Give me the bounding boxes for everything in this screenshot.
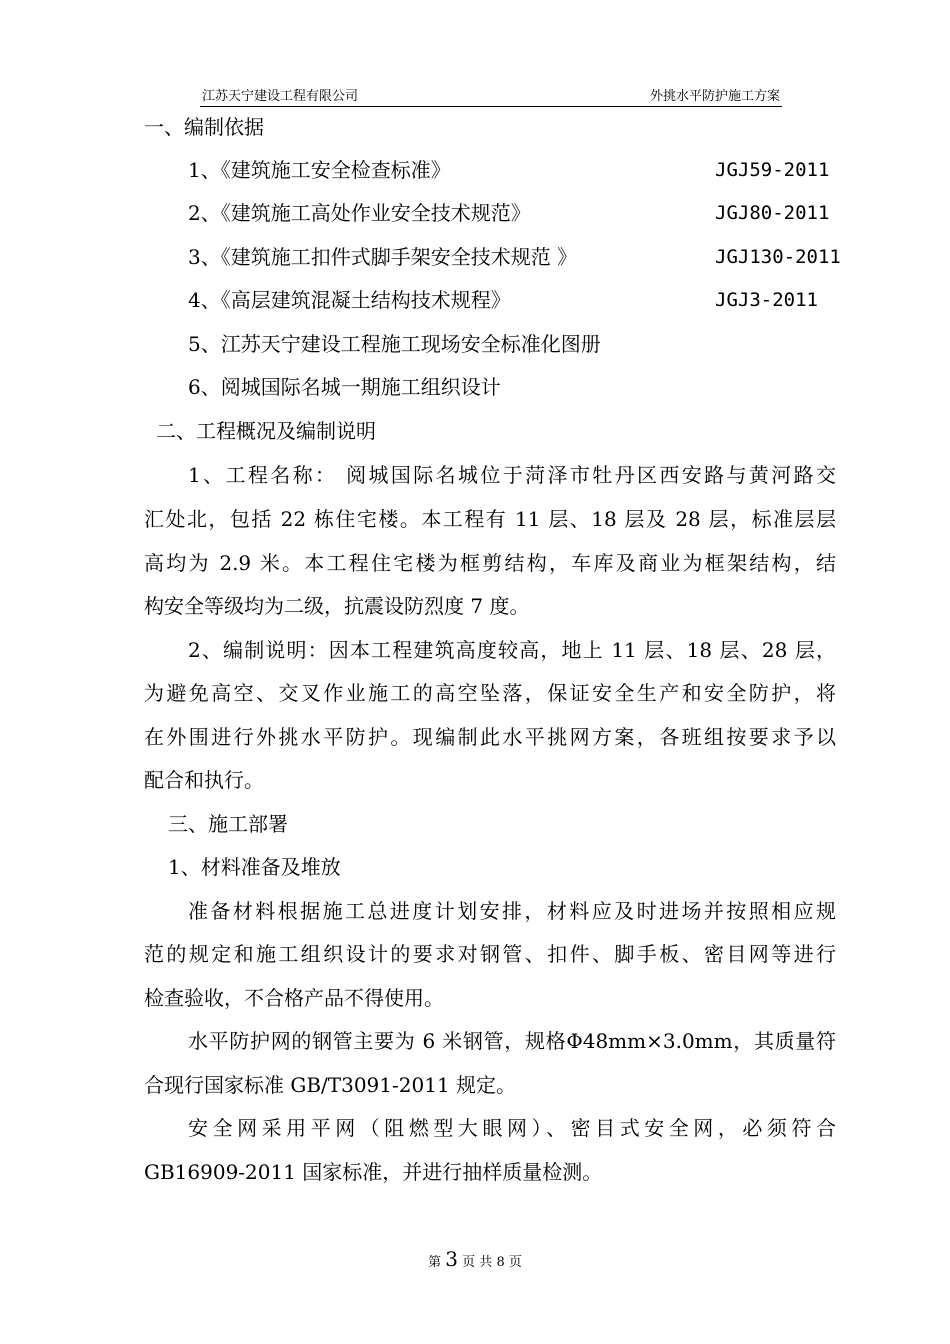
paragraph-line: 在外围进行外挑水平防护。现编制此水平挑网方案，各班组按要求予以 — [144, 725, 836, 749]
paragraph-line: 1、工程名称： 阅城国际名城位于菏泽市牡丹区西安路与黄河路交 — [188, 463, 836, 487]
footer-mid: 页 共 — [462, 1255, 493, 1270]
paragraph-line: 汇处北，包括 22 栋住宅楼。本工程有 11 层、18 层及 28 层，标准层层 — [144, 507, 836, 531]
footer-prefix: 第 — [428, 1255, 442, 1270]
header-company: 江苏天宁建设工程有限公司 — [202, 89, 359, 104]
paragraph-line: 检查验收，不合格产品不得使用。 — [144, 986, 444, 1010]
header-doc-title: 外挑水平防护施工方案 — [649, 89, 780, 104]
page-footer — [0, 1248, 950, 1274]
paragraph-line: 配合和执行。 — [144, 768, 264, 792]
reference-standard: JGJ3-2011 — [715, 289, 818, 311]
reference-item: 6、阅城国际名城一期施工组织设计 — [188, 375, 501, 399]
section-2-title: 二、工程概况及编制说明 — [156, 419, 376, 443]
page-total: 8 — [496, 1255, 505, 1270]
paragraph-line: 为避免高空、交叉作业施工的高空坠落，保证安全生产和安全防护，将 — [144, 681, 836, 705]
reference-standard: JGJ130-2011 — [715, 246, 841, 268]
reference-standard: JGJ80-2011 — [715, 202, 830, 224]
section-1-title: 一、编制依据 — [144, 115, 264, 139]
paragraph-line: 水平防护网的钢管主要为 6 米钢管，规格Φ48mm×3.0mm，其质量符 — [188, 1029, 836, 1053]
subsection-title: 1、材料准备及堆放 — [168, 855, 341, 879]
reference-item: 4、《高层建筑混凝土结构技术规程》 — [188, 288, 511, 312]
paragraph-line: 准备材料根据施工总进度计划安排，材料应及时进场并按照相应规 — [188, 899, 836, 923]
section-3-title: 三、施工部署 — [168, 812, 288, 836]
page-number: 3 — [445, 1247, 459, 1271]
paragraph-line: 合现行国家标准 GB/T3091-2011 规定。 — [144, 1073, 517, 1097]
paragraph-line: 2、编制说明：因本工程建筑高度较高，地上 11 层、18 层、28 层， — [188, 638, 836, 662]
paragraph-line: 高均为 2.9 米。本工程住宅楼为框剪结构，车库及商业为框架结构，结 — [144, 551, 836, 575]
page-header — [200, 88, 782, 107]
footer-suffix: 页 — [508, 1255, 522, 1270]
reference-standard: JGJ59-2011 — [715, 159, 830, 181]
paragraph-line: 安全网采用平网（阻燃型大眼网）、密目式安全网，必须符合 — [188, 1116, 836, 1140]
reference-item: 1、《建筑施工安全检查标准》 — [188, 158, 451, 182]
paragraph-line: 范的规定和施工组织设计的要求对钢管、扣件、脚手板、密目网等进行 — [144, 942, 836, 966]
paragraph-line: 构安全等级均为二级，抗震设防烈度 7 度。 — [144, 594, 530, 618]
reference-item: 3、《建筑施工扣件式脚手架安全技术规范 》 — [188, 245, 578, 269]
reference-item: 5、江苏天宁建设工程施工现场安全标准化图册 — [188, 332, 601, 356]
reference-item: 2、《建筑施工高处作业安全技术规范》 — [188, 201, 531, 225]
paragraph-line: GB16909-2011 国家标准，并进行抽样质量检测。 — [144, 1160, 603, 1184]
